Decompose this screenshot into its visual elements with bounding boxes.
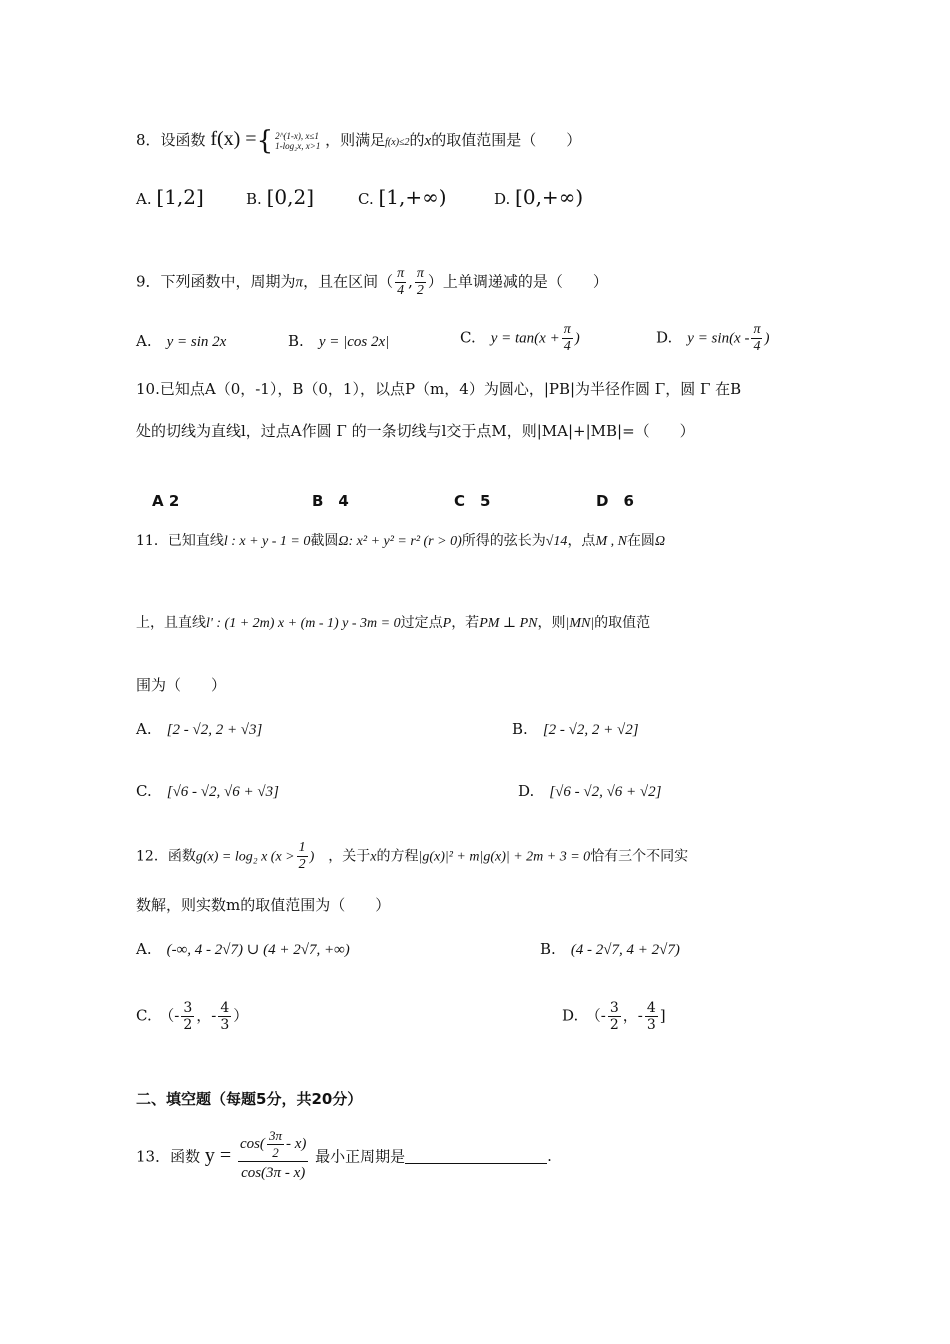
option-value: ] <box>659 1006 666 1025</box>
q13-inner-frac <box>267 1128 284 1161</box>
denominator: 2 <box>298 857 306 872</box>
q11-text: 过定点 <box>400 615 443 631</box>
question-11-line-2 <box>136 612 650 635</box>
q11-text: 所得的弦长为 <box>461 533 546 549</box>
q12-option-c <box>136 1000 248 1033</box>
question-9: 9．下列函数中，周期为π，且在区间（ $\frac{\pi}{4}$ , $\frac{\pi}{2}$ ）上单调递减的是（ ） <box>136 266 608 298</box>
option-label: B. <box>288 332 304 350</box>
q13-stem: 13．函数 <box>136 1147 201 1166</box>
q13-text: 最小正周期是 <box>315 1147 406 1166</box>
denominator: 4 <box>563 339 571 354</box>
q13-numerator <box>238 1128 308 1162</box>
option-value: （- <box>166 1006 180 1025</box>
q11-circle-name: Ω <box>654 534 666 549</box>
q11-text: 截圆 <box>310 533 339 549</box>
question-11-line-3: 围为（ ） <box>136 676 227 694</box>
numerator: 4 <box>646 1000 656 1016</box>
option-value: [1,2] <box>156 185 204 209</box>
answer-blank[interactable] <box>405 1149 547 1164</box>
q8-piece-2: 1-log₂x, x>1 <box>275 141 321 151</box>
q11-chord-length: √14 <box>545 534 568 549</box>
question-12-line-2: 数解，则实数m的取值范围为（ ） <box>136 896 391 914</box>
numerator: - x) <box>285 1135 307 1152</box>
option-value: ，- <box>622 1006 643 1025</box>
question-8 <box>136 128 581 154</box>
q8-condition: f(x)≤2 <box>385 137 410 148</box>
option-label: C. <box>136 782 152 800</box>
option-label: B. <box>512 720 528 738</box>
denominator: 3 <box>220 1017 230 1033</box>
q11-option-b <box>512 718 639 741</box>
denominator: 2 <box>416 283 424 298</box>
option-label: A. <box>136 720 152 738</box>
q9-frac-1 <box>395 266 406 299</box>
q10-option-b: B 4 <box>312 492 349 510</box>
q9-c-frac <box>562 322 573 355</box>
denominator: 4 <box>397 283 405 298</box>
q12-text: ，关于 <box>328 848 371 865</box>
option-value: [2 - √2, 2 + √3] <box>166 722 263 738</box>
q9-frac-2 <box>415 266 426 299</box>
q12-text: 恰有三个不同实 <box>590 848 689 865</box>
q12-stem: 12．函数 <box>136 848 196 865</box>
numerator: π <box>753 322 761 337</box>
denominator: 4 <box>753 339 761 354</box>
q10-option-c: C 5 <box>454 492 491 510</box>
q13-y: y = <box>204 1144 232 1167</box>
numerator: π <box>563 322 571 337</box>
option-value: [0,2] <box>266 185 314 209</box>
option-value: y = sin 2x <box>166 334 227 350</box>
numerator: 4 <box>220 1000 230 1016</box>
q8-option-d <box>494 186 583 210</box>
q12-d-frac-1 <box>608 1000 621 1033</box>
q12-option-a <box>136 938 350 961</box>
q8-text: ，则满足 <box>325 131 386 149</box>
q8-option-b <box>246 186 314 210</box>
option-label: D. <box>494 190 511 208</box>
q12-half <box>297 840 308 873</box>
numerator: π <box>397 266 405 281</box>
q11-mn-length: |MN| <box>565 616 595 631</box>
option-value: ) <box>574 330 580 347</box>
denominator: 2 <box>183 1017 193 1033</box>
option-value: [1,+∞) <box>378 185 447 209</box>
q8-text: 的 <box>409 131 425 149</box>
option-value: ，- <box>196 1006 217 1025</box>
q13-denominator: cos(3π - x) <box>241 1165 306 1181</box>
q8-option-c <box>358 186 447 210</box>
denominator: 2 <box>609 1017 619 1033</box>
q10-option-d: D 6 <box>596 492 634 510</box>
q13-expression <box>238 1128 308 1184</box>
option-value: [√6 - √2, √6 + √2] <box>549 784 662 800</box>
question-13 <box>136 1128 552 1184</box>
option-value: [√6 - √2, √6 + √3] <box>166 784 279 800</box>
q11-point-p: P <box>442 616 452 631</box>
option-label: B. <box>246 190 262 208</box>
numerator: 3 <box>183 1000 193 1016</box>
q11-line-equation: l : x + y - 1 = 0 <box>223 534 311 549</box>
numerator: π <box>416 266 424 281</box>
q9-text: ）上单调递减的是（ ） <box>427 272 608 291</box>
option-value: ) <box>764 330 770 347</box>
q11-text: 上，且直线 <box>136 615 206 631</box>
q12-c-frac-2 <box>218 1000 231 1033</box>
q9-option-c <box>460 322 580 355</box>
q9-text: ，且在区间（ <box>303 272 394 291</box>
q11-text: ，点 <box>567 533 596 549</box>
q12-option-b <box>540 938 680 961</box>
q11-text: ，则 <box>537 615 566 631</box>
q9-option-b <box>288 330 389 353</box>
option-value: (4 - 2√7, 4 + 2√7) <box>570 942 680 958</box>
q9-option-a <box>136 330 226 353</box>
option-value: y = tan(x + <box>490 330 560 347</box>
option-value: y = sin(x - <box>687 330 750 347</box>
q12-d-frac-2 <box>645 1000 658 1033</box>
denominator: 2 <box>272 1145 279 1160</box>
question-10-line-1: 10.已知点A（0，-1），B（0，1），以点P（m，4）为圆心，|PB|为半径作圆 Γ，圆 Γ 在B <box>136 380 742 398</box>
q11-perpendicular: PM ⊥ PN <box>479 616 538 631</box>
option-label: D. <box>518 782 535 800</box>
q11-stem: 11．已知直线 <box>136 533 224 549</box>
q9-d-frac <box>751 322 762 355</box>
option-label: D. <box>656 328 673 347</box>
q8-piece-1: 2^(1-x), x≤1 <box>275 131 319 141</box>
option-value: ） <box>233 1006 249 1025</box>
numerator: 3 <box>609 1000 619 1016</box>
q13-period: . <box>547 1147 552 1165</box>
q12-option-d <box>562 1000 666 1033</box>
option-value: y = |cos 2x| <box>318 334 390 350</box>
question-11-line-1 <box>136 530 665 553</box>
question-12-line-1 <box>136 840 688 873</box>
denominator: 3 <box>646 1017 656 1033</box>
q12-function: g(x) = log₂ x (x > <box>195 849 295 865</box>
q9-stem: 9．下列函数中，周期为 <box>136 272 296 291</box>
q9-period: π <box>295 274 304 291</box>
option-label: D. <box>562 1006 579 1025</box>
option-value: [0,+∞) <box>515 185 584 209</box>
q12-variable: x <box>370 849 377 865</box>
question-10-line-2: 处的切线为直线l，过点A作圆 Γ 的一条切线与l交于点M，则|MA|+|MB|=（ ） <box>136 422 695 440</box>
numerator: 1 <box>298 840 306 855</box>
q11-text: ，若 <box>451 615 480 631</box>
q12-equation: |g(x)|² + m|g(x)| + 2m + 3 = 0 <box>418 849 591 865</box>
q11-option-a <box>136 718 262 741</box>
q11-text: 在圆 <box>626 533 655 549</box>
q12-text: 的方程 <box>376 848 419 865</box>
q8-option-a <box>136 186 204 210</box>
q10-option-a: A 2 <box>152 492 180 510</box>
option-value: （- <box>593 1006 606 1025</box>
option-label: C. <box>136 1006 152 1025</box>
brace-icon: { <box>256 126 274 156</box>
q8-variable: x <box>424 133 432 149</box>
section-heading: 二、填空题（每题5分，共20分） <box>136 1090 363 1108</box>
numerator: cos( <box>239 1135 265 1152</box>
q11-circle-equation: Ω: x² + y² = r² (r > 0) <box>338 534 462 549</box>
option-value: (-∞, 4 - 2√7) ∪ (4 + 2√7, +∞) <box>166 942 350 958</box>
q11-moving-line: l' : (1 + 2m) x + (m - 1) y - 3m = 0 <box>206 616 401 631</box>
option-label: A. <box>136 332 152 350</box>
q12-c-frac-1 <box>181 1000 194 1033</box>
option-value: [2 - √2, 2 + √2] <box>542 722 639 738</box>
numerator: 3π <box>268 1128 282 1143</box>
option-label: B. <box>540 940 556 958</box>
q8-stem: 8．设函数 <box>136 131 206 149</box>
q8-text: 的取值范围是（ ） <box>431 131 582 149</box>
q8-function: f(x) = <box>210 128 257 150</box>
q12-function: ) <box>309 849 315 865</box>
q11-points: M , N <box>595 534 627 549</box>
option-label: C. <box>358 190 374 208</box>
q8-piecewise <box>275 131 320 151</box>
option-label: A. <box>136 940 152 958</box>
q11-option-d <box>518 780 662 803</box>
q11-text: 的取值范 <box>594 615 651 631</box>
q11-option-c <box>136 780 279 803</box>
q9-option-d <box>656 322 769 355</box>
option-label: A. <box>136 190 152 208</box>
option-label: C. <box>460 328 476 347</box>
